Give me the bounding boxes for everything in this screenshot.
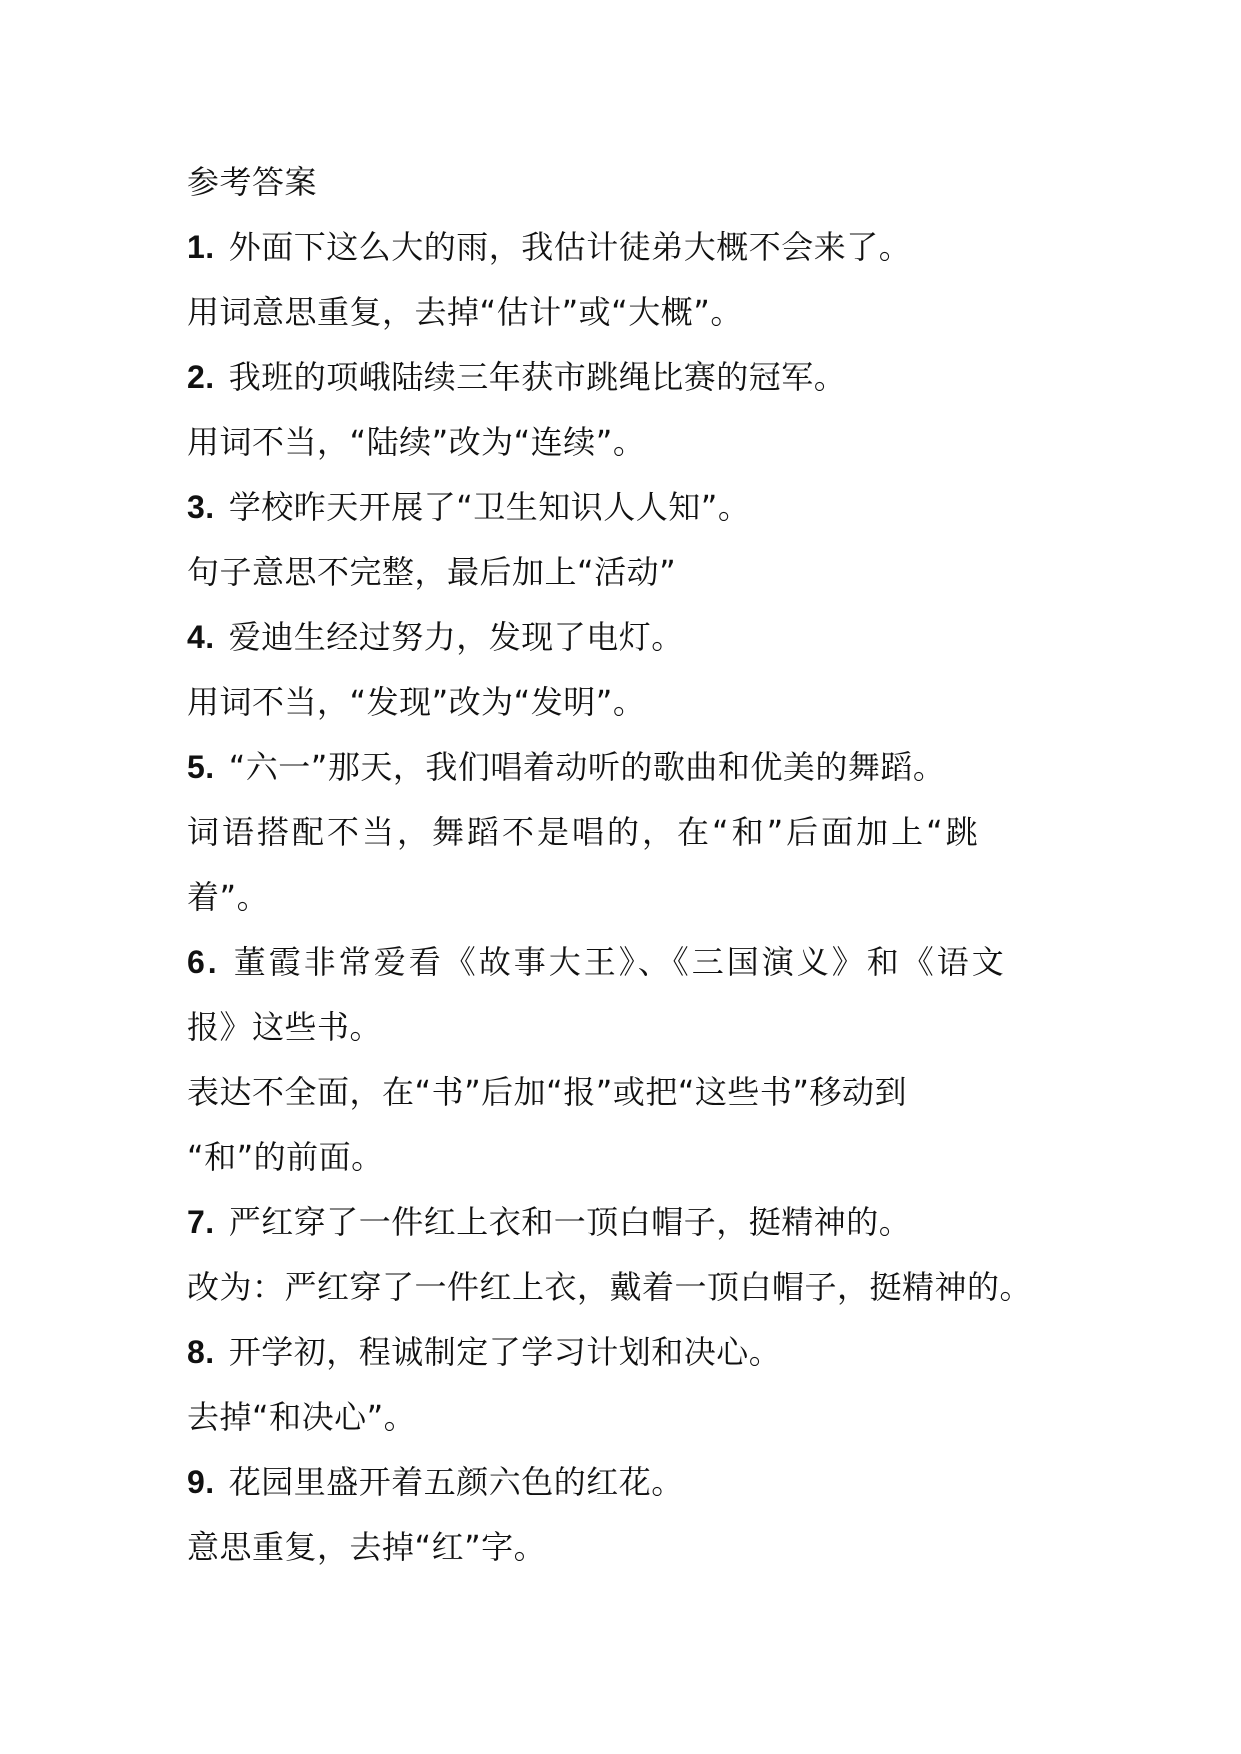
answer-5-line-2: 着”。 xyxy=(187,878,270,916)
answer-5-line-1: 词语搭配不当，舞蹈不是唱的，在“和”后面加上“跳 xyxy=(187,813,981,851)
question-number: 4. xyxy=(187,619,215,655)
question-sentence: “六一”那天，我们唱着动听的歌曲和优美的舞蹈。 xyxy=(228,748,946,786)
answer-1: 用词意思重复，去掉“估计”或“大概”。 xyxy=(187,293,743,331)
question-2 xyxy=(187,345,1067,410)
document-title: 参考答案 xyxy=(187,163,318,201)
answer-7: 改为：严红穿了一件红上衣，戴着一顶白帽子，挺精神的。 xyxy=(187,1268,1033,1306)
question-number: 5. xyxy=(187,749,215,785)
question-number: 9. xyxy=(187,1464,215,1500)
question-sentence: 学校昨天开展了“卫生知识人人知”。 xyxy=(228,488,751,526)
answer-4: 用词不当，“发现”改为“发明”。 xyxy=(187,683,646,721)
question-number: 6. xyxy=(187,944,220,980)
question-sentence: 严红穿了一件红上衣和一顶白帽子，挺精神的。 xyxy=(228,1203,912,1241)
question-4 xyxy=(187,605,1067,670)
answer-9: 意思重复，去掉“红”字。 xyxy=(187,1528,547,1566)
question-sentence: 董霞非常爱看《故事大王》、《三国演义》和《语文 xyxy=(233,943,1007,981)
question-sentence: 爱迪生经过努力，发现了电灯。 xyxy=(228,618,684,656)
question-8 xyxy=(187,1320,1067,1385)
answer-6-line-1: 表达不全面，在“书”后加“报”或把“这些书”移动到 xyxy=(187,1073,907,1111)
answer-3: 句子意思不完整，最后加上“活动” xyxy=(187,553,677,591)
question-sentence: 花园里盛开着五颜六色的红花。 xyxy=(228,1463,684,1501)
question-number: 2. xyxy=(187,359,215,395)
question-number: 1. xyxy=(187,229,215,265)
question-number: 8. xyxy=(187,1334,215,1370)
question-6-cont: 报》这些书。 xyxy=(187,1008,383,1046)
answer-6-line-2: “和”的前面。 xyxy=(187,1138,384,1176)
question-1 xyxy=(187,215,1067,280)
question-sentence: 外面下这么大的雨，我估计徒弟大概不会来了。 xyxy=(228,228,912,266)
question-sentence: 开学初，程诚制定了学习计划和决心。 xyxy=(228,1333,782,1371)
question-number: 3. xyxy=(187,489,215,525)
answer-2: 用词不当，“陆续”改为“连续”。 xyxy=(187,423,646,461)
question-7 xyxy=(187,1190,1067,1255)
question-3 xyxy=(187,475,1067,540)
question-sentence: 我班的项峨陆续三年获市跳绳比赛的冠军。 xyxy=(228,358,847,396)
question-9 xyxy=(187,1450,1067,1515)
answer-8: 去掉“和决心”。 xyxy=(187,1398,417,1436)
question-number: 7. xyxy=(187,1204,215,1240)
question-5 xyxy=(187,735,1067,800)
document-page xyxy=(187,150,1067,1580)
question-6 xyxy=(187,930,1067,995)
